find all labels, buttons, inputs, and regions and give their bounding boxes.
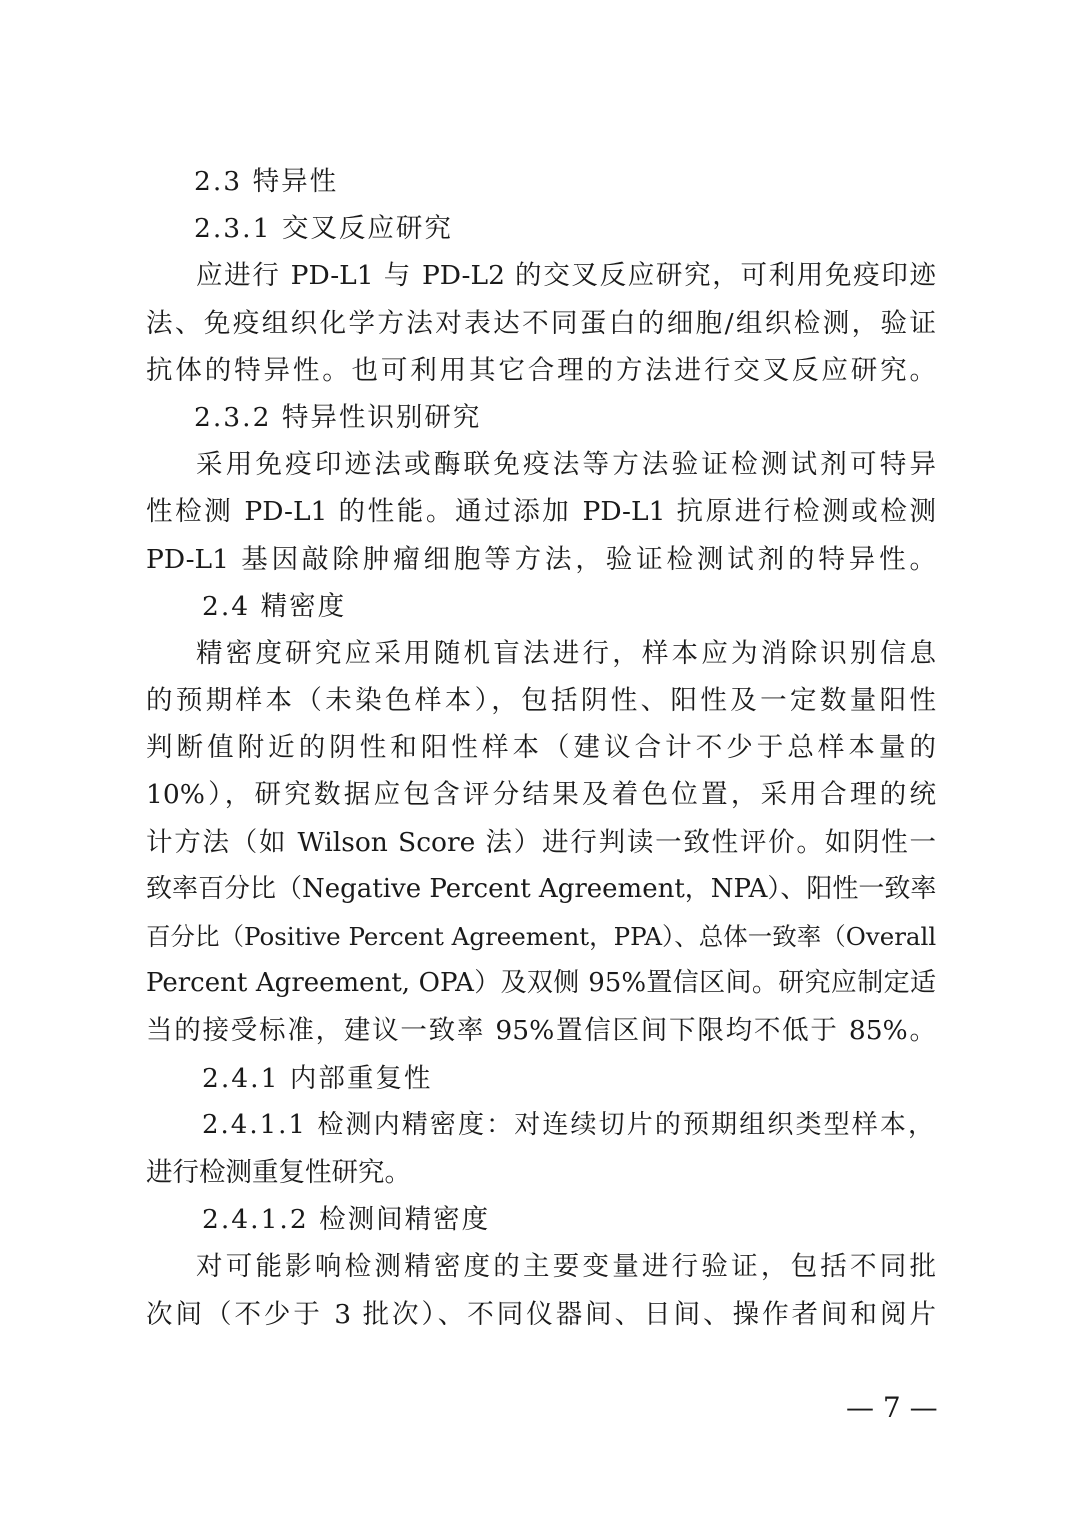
subsection-heading-2-4-1: 2.4.1 内部重复性	[202, 1062, 433, 1094]
subsection-heading-2-3-2: 2.3.2 特异性识别研究	[194, 401, 482, 433]
paragraph-line: 抗体的特异性。也可利用其它合理的方法进行交叉反应研究。	[146, 354, 936, 386]
paragraph-line: 采用免疫印迹法或酶联免疫法等方法验证检测试剂可特异	[196, 449, 936, 481]
subsection-heading-2-3-1: 2.3.1 交叉反应研究	[194, 213, 453, 245]
paragraph-line: 当的接受标准，建议一致率 95%置信区间下限均不低于 85%。	[146, 1015, 936, 1047]
paragraph-line: 2.4.1.1 检测内精密度：对连续切片的预期组织类型样本，	[202, 1109, 936, 1140]
paragraph-line: 精密度研究应采用随机盲法进行，样本应为消除识别信息	[196, 637, 936, 669]
paragraph-line: PD-L1 基因敲除肿瘤细胞等方法，验证检测试剂的特异性。	[146, 543, 936, 575]
paragraph-line: 10%），研究数据应包含评分结果及着色位置，采用合理的统	[146, 779, 936, 811]
paragraph-line: 对可能影响检测精密度的主要变量进行验证，包括不同批	[196, 1251, 936, 1283]
paragraph-line: 法、免疫组织化学方法对表达不同蛋白的细胞/组织检测，验证	[146, 307, 936, 339]
paragraph-line: 应进行 PD-L1 与 PD-L2 的交叉反应研究，可利用免疫印迹	[196, 260, 936, 292]
paragraph-line: 性检测 PD-L1 的性能。通过添加 PD-L1 抗原进行检测或检测	[146, 496, 936, 528]
paragraph-line: 的预期样本（未染色样本），包括阴性、阳性及一定数量阳性	[146, 685, 936, 717]
paragraph-line: Percent Agreement, OPA）及双侧 95%置信区间。研究应制定适	[146, 968, 936, 999]
subsection-heading-2-4-1-2: 2.4.1.2 检测间精密度	[202, 1204, 491, 1236]
section-heading-2-4: 2.4 精密度	[202, 590, 347, 622]
paragraph-line: 判断值附近的阴性和阳性样本（建议合计不少于总样本量的	[146, 732, 936, 764]
paragraph-line: 次间（不少于 3 批次）、不同仪器间、日间、操作者间和阅片	[146, 1298, 936, 1330]
document-body	[146, 158, 936, 1338]
section-heading-2-3: 2.3 特异性	[194, 166, 339, 197]
paragraph-line: 百分比（Positive Percent Agreement，PPA）、总体一致率（Overall	[146, 922, 936, 951]
paragraph-line: 计方法（如 Wilson Score 法）进行判读一致性评价。如阴性一	[146, 826, 936, 858]
page-number: — 7 —	[846, 1391, 938, 1424]
paragraph-line: 致率百分比（Negative Percent Agreement，NPA）、阳性一致率	[146, 873, 936, 904]
paragraph-line: 进行检测重复性研究。	[146, 1156, 411, 1188]
